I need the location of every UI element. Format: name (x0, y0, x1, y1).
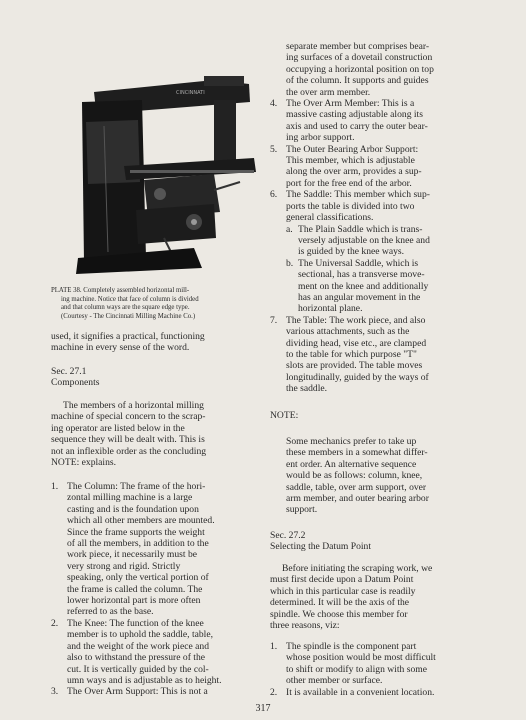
item-number: 2. (270, 686, 278, 698)
text-line: dividing head, vise etc., are clamped (286, 337, 427, 349)
sub-list-item (286, 224, 482, 258)
note-label (270, 410, 482, 421)
text-line: must first decide upon a Datum Point (270, 574, 414, 586)
item-number: a. (286, 223, 293, 235)
text-line: machine of special concern to the scrap- (51, 411, 206, 423)
text-line: separate member but comprises bear- (286, 41, 430, 52)
text-line: ing arbor support. (286, 132, 355, 144)
caption-line: and that column ways are the square edge type. (61, 304, 190, 312)
caption-line: (Courtesy - The Cincinnati Milling Machine Co.) (61, 312, 196, 320)
text-line: horizontal plane. (298, 303, 363, 315)
text-line: The Plain Saddle which is trans- (298, 223, 423, 235)
milling-machine-photo (64, 62, 260, 276)
text-line: zontal milling machine is a large (67, 492, 193, 504)
item-number: 1. (51, 481, 59, 492)
text-line: The Universal Saddle, which is (298, 257, 419, 269)
text-line: whose position would be most difficult (286, 652, 436, 664)
text-line: ing surfaces of a dovetail construction (286, 52, 433, 64)
text-line: The Over Arm Member: This is a (286, 98, 415, 110)
section-subtitle: Selecting the Datum Point (270, 541, 371, 553)
item-number: 6. (270, 189, 278, 201)
text-line: is guided by the knee ways. (298, 246, 405, 258)
list-item (270, 315, 482, 395)
text-line: versely adjustable on the knee and (298, 234, 430, 246)
list-item (270, 687, 482, 698)
text-line: also to withstand the pressure of the (67, 652, 206, 664)
text-line: The members of a horizontal milling (63, 400, 204, 411)
text-line: longitudinally, guided by the ways of (286, 371, 429, 383)
intro-paragraph (51, 331, 265, 354)
text-line: to the table for which purpose "T" (286, 348, 417, 360)
text-line: speaking, only the vertical portion of (67, 572, 209, 584)
text-line: used, it signifies a practical, functioning (51, 331, 205, 342)
caption-line: ing machine. Notice that face of column is divided (61, 295, 199, 303)
list-item (51, 481, 265, 618)
text-line: It is available in a convenient location. (286, 686, 435, 698)
section-heading-27-2 (270, 530, 482, 553)
text-line: of the column. It supports and guides (286, 75, 429, 87)
item-number: 7. (270, 314, 278, 326)
caption-line: PLATE 38. Completely assembled horizontal mill- (51, 287, 190, 294)
text-line: lower horizontal part is more often (67, 595, 201, 607)
text-line: support. (286, 504, 318, 516)
list-item (270, 98, 482, 144)
text-line: which in this particular case is readily (270, 585, 416, 597)
text-line: The spindle is the component part (286, 641, 417, 652)
text-line: referred to as the base. (67, 606, 154, 618)
sub-list-item (286, 258, 482, 315)
text-line: along the over arm, provides a sup- (286, 166, 422, 178)
text-line: The Over Arm Support: This is not a (67, 686, 208, 698)
item-number: 2. (51, 617, 59, 629)
list-item (51, 618, 265, 686)
text-line: and the weight of the work piece and (67, 640, 209, 652)
components-paragraph (51, 400, 265, 468)
text-line: machine in every sense of the word. (51, 342, 190, 354)
text-line: work piece, it necessarily must be (67, 549, 198, 561)
text-line: ent order. An alternative sequence (286, 458, 417, 470)
text-line: The Knee: The function of the knee (67, 617, 204, 629)
item-number: b. (286, 257, 294, 269)
item-number: 4. (270, 98, 278, 110)
text-line: three reasons, viz: (270, 620, 340, 632)
text-line: various attachments, such as the (286, 326, 410, 338)
section-title: Sec. 27.2 (270, 530, 306, 541)
text-line: umn ways and is adjustable as to height. (67, 674, 222, 686)
section-subtitle: Components (51, 377, 100, 389)
note-paragraph (286, 436, 482, 516)
text-line: saddle, table, over arm support, over (286, 481, 427, 493)
component-list (51, 481, 265, 698)
item-number: 5. (270, 143, 278, 155)
item-number: 1. (270, 641, 278, 652)
text-line: the saddle. (286, 383, 328, 395)
text-line: ports the table is divided into two (286, 200, 415, 212)
text-line: to shift or modify to align with some (286, 663, 427, 675)
text-line: port for the free end of the arbor. (286, 177, 412, 189)
text-line: general classifications. (286, 212, 374, 224)
section-heading-27-1 (51, 366, 265, 389)
text-line: ing operator are listed below in the (51, 422, 185, 434)
text-line: not an inflexible order as the concluding (51, 445, 207, 457)
text-line: which all other members are mounted. (67, 515, 215, 527)
text-line: massive casting adjustable along its (286, 109, 423, 121)
text-line: The Column: The frame of the hori- (67, 481, 206, 492)
text-line: Some mechanics prefer to take up (286, 436, 417, 447)
text-line: member is to uphold the saddle, table, (67, 629, 214, 641)
text-line: Since the frame supports the weight (67, 526, 205, 538)
text-line: other member or surface. (286, 675, 383, 687)
text-line: cut. It is vertically guided by the col- (67, 663, 209, 675)
right-column (270, 41, 482, 395)
list-item (270, 189, 482, 223)
text-line: ment on the knee and additionally (298, 280, 429, 292)
text-line: axis and used to carry the outer bear- (286, 120, 428, 132)
text-line: sequence they will be dealt with. This is (51, 434, 205, 446)
text-line: determined. It will be the axis of the (270, 597, 410, 609)
reasons-list (270, 641, 482, 698)
text-line: Before initiating the scraping work, we (282, 563, 433, 574)
section-title: Sec. 27.1 (51, 366, 87, 377)
list-item (270, 641, 482, 687)
list-item (51, 686, 265, 697)
text-line: casting and is the foundation upon (67, 503, 199, 515)
text-line: slots are provided. The table moves (286, 360, 423, 372)
text-line: This member, which is adjustable (286, 155, 415, 167)
datum-paragraph (270, 563, 482, 631)
page-number: 317 (255, 703, 271, 714)
text-line: The Table: The work piece, and also (286, 314, 426, 326)
text-line: NOTE: explains. (51, 457, 117, 469)
text-line: very strong and rigid. Strictly (67, 560, 181, 572)
text-line: arm member, and outer bearing arbor (286, 493, 429, 505)
list-item (270, 144, 482, 190)
continued-paragraph (270, 41, 482, 98)
text-line: of all the members, in addition to the (67, 538, 209, 550)
text-line: occupying a horizontal position on top (286, 63, 434, 75)
figure-caption (51, 287, 265, 321)
text-line: the frame is called the column. The (67, 583, 203, 595)
text-line: has an angular movement in the (298, 291, 421, 303)
svg-text:CINCINNATI: CINCINNATI (176, 90, 205, 96)
text-line: spindle. We choose this member for (270, 608, 408, 620)
note-heading: NOTE: (270, 410, 299, 421)
item-number: 3. (51, 686, 59, 698)
text-line: sectional, has a transverse move- (298, 269, 425, 281)
text-line: The Outer Bearing Arbor Support: (286, 143, 419, 155)
text-line: the over arm member. (286, 86, 371, 98)
text-line: The Saddle: This member which sup- (286, 189, 430, 201)
text-line: would be as follows: column, knee, (286, 470, 423, 482)
text-line: these members in a somewhat differ- (286, 447, 428, 459)
